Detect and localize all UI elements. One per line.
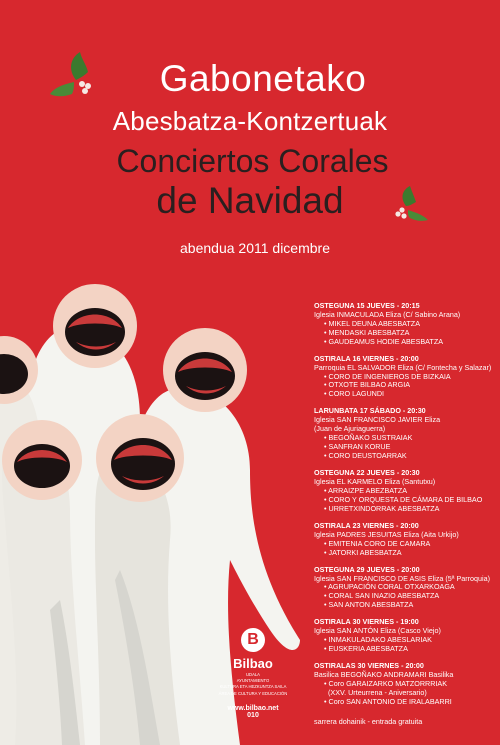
logo-line: UDALA [246, 672, 260, 677]
singer-head [96, 414, 184, 502]
event-date: LARUNBATA 17 SÁBADO - 20:30 [314, 406, 426, 416]
event-choir: • SAN ANTON ABESBATZA [314, 601, 499, 610]
title-line-2: Abesbatza-Kontzertuak [112, 106, 388, 136]
logo-name: Bilbao [233, 656, 273, 671]
event-venue: Iglesia SAN ANTÓN Eliza (Casco Viejo) [314, 626, 441, 636]
event-choir: • OTXOTE BILBAO ARGIA [314, 381, 499, 390]
title-line-1: Gabonetako [159, 58, 367, 99]
event-item [314, 407, 499, 460]
logo-line: KULTURA ETA HEZKUNTZA SAILA [219, 684, 287, 690]
title-line-4: de Navidad [156, 180, 344, 221]
event-choir: • ARRAIZPE ABEZBATZA [314, 487, 499, 496]
event-date: OSTIRALAS 30 VIERNES - 20:00 [314, 661, 424, 671]
event-venue-detail: (Juan de Ajuriaguerra) [314, 424, 386, 434]
title-line-3: Conciertos Corales [116, 143, 389, 179]
event-item [314, 522, 499, 558]
logo-line: AYUNTAMIENTO [236, 678, 270, 684]
event-choir: • Coro SAN ANTONIO DE IRALABARRI [314, 698, 499, 707]
event-venue: Parroquia EL SALVADOR Eliza (C/ Fontecha y Salazar) [314, 362, 492, 372]
event-choir: • CORO LAGUNDI [314, 390, 499, 399]
event-note: (XXV. Urteurrena - Aniversario) [328, 687, 427, 697]
singer-head [2, 420, 82, 500]
event-venue: Iglesia PADRES JESUITAS Eliza (Aita Urkijo) [314, 529, 459, 539]
event-choir: • INMAKULADAKO ABESLARIAK [314, 636, 499, 645]
event-venue: Iglesia EL KARMELO Eliza (Santutxu) [314, 476, 436, 486]
phone-number: 010 [247, 711, 259, 719]
event-choir: • CORAL SAN INAZIO ABESBATZA [314, 592, 499, 601]
holly-icon [48, 50, 108, 108]
event-choir: • CORO Y ORQUESTA DE CÁMARA DE BILBAO [314, 496, 499, 505]
event-date: OSTIRALA 23 VIERNES - 20:00 [314, 520, 419, 530]
event-choir: • EMITENIA CORO DE CAMARA [314, 540, 499, 549]
event-date: OSTEGUNA 29 JUEVES - 20:00 [314, 564, 420, 574]
event-date: OSTEGUNA 22 JUEVES - 20:30 [314, 468, 420, 478]
event-choir: • URRETXINDORRAK ABESBATZA [314, 505, 499, 514]
event-choir: • GAUDEAMUS HODIE ABESBATZA [314, 338, 499, 347]
event-choir: • BEGOÑAKO SUSTRAIAK [314, 434, 499, 443]
event-date: OSTIRALA 16 VIERNES - 20:00 [314, 353, 419, 363]
bilbao-logo-icon: B [241, 628, 265, 652]
event-item [314, 469, 499, 514]
event-choir: • MENDASKI ABESBATZA [314, 329, 499, 338]
event-date: OSTIRALA 30 VIERNES - 19:00 [314, 617, 419, 627]
event-date: OSTEGUNA 15 JUEVES - 20:15 [314, 301, 420, 310]
singer-head [53, 284, 137, 368]
singer-head [163, 328, 247, 412]
event-venue: Iglesia INMACULADA Eliza (C/ Sabino Arana) [314, 309, 461, 319]
concert-schedule [314, 302, 499, 715]
event-choir: • SANFRAN KORUE [314, 443, 499, 452]
event-choir: • EUSKERIA ABESBATZA [314, 645, 499, 654]
event-choir: • AGRUPACIÓN CORAL OTXARKOAGA [314, 583, 499, 592]
date-line: abendua 2011 dicembre [180, 240, 330, 256]
website-link[interactable]: www.bilbao.net [227, 704, 279, 712]
event-item [314, 618, 499, 654]
event-choir: • MIKEL DEUNA ABESBATZA [314, 320, 499, 329]
event-choir: • JATORKI ABESBATZA [314, 549, 499, 558]
event-venue: Basilica BEGOÑAKO ANDRAMARI Basilika [314, 670, 454, 680]
event-item [314, 566, 499, 611]
event-choir: • CORO DE INGENIEROS DE BIZKAIA [314, 373, 499, 382]
event-venue: Iglesia SAN FRANCISCO JAVIER Eliza [314, 415, 441, 425]
bilbao-logo [218, 628, 288, 719]
logo-line: ÁREA DE CULTURA Y EDUCACIÓN [218, 690, 288, 696]
event-item [314, 355, 499, 400]
event-choir: • Coro GARAIZARKO MATZORRRIAK [314, 680, 499, 689]
event-venue: Iglesia SAN FRANCISCO DE ASIS Eliza (5ª Parroquia) [314, 573, 491, 583]
free-entry-note: sarrera dohainik - entrada gratuita [314, 717, 423, 726]
event-item [314, 662, 499, 707]
event-item [314, 302, 499, 347]
event-choir: • CORO DEUSTOARRAK [314, 452, 499, 461]
